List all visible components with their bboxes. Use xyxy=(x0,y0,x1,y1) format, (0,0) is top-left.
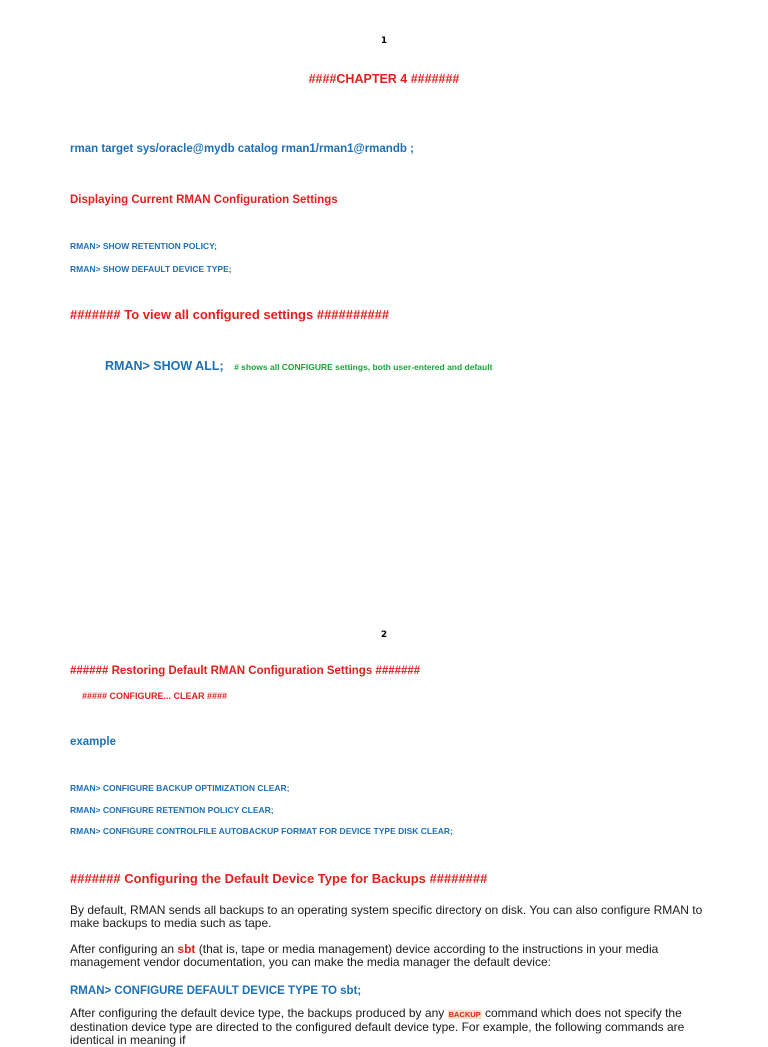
display-settings-heading: Displaying Current RMAN Configuration Settings xyxy=(70,194,338,206)
para2-after: (that is, tape or media management) device according to the instructions in your media management vendor documentation, you can make the media manager the default device: xyxy=(70,942,659,969)
configure-controlfile-command: RMAN> CONFIGURE CONTROLFILE AUTOBACKUP FORMAT FOR DEVICE TYPE DISK CLEAR; xyxy=(70,826,453,836)
example-label: example xyxy=(70,736,117,748)
show-device-command: RMAN> SHOW DEFAULT DEVICE TYPE; xyxy=(70,264,232,274)
view-all-heading: ####### To view all configured settings ########## xyxy=(70,307,390,322)
para2-before: After configuring an xyxy=(70,942,178,956)
connect-command: rman target sys/oracle@mydb catalog rman1/rman1@rmandb ; xyxy=(70,143,414,155)
device-type-heading: ####### Configuring the Default Device Type for Backups ######## xyxy=(70,871,488,886)
show-all-comment: # shows all CONFIGURE settings, both user-entered and default xyxy=(234,362,493,372)
configure-clear-label: ##### CONFIGURE... CLEAR #### xyxy=(82,691,228,701)
page-number-2: 2 xyxy=(380,630,388,640)
para3-after: command which does not specify the destination device type are directed to the configured default device type. For example, the following commands are identical in meaning if xyxy=(70,1006,685,1047)
configure-backup-optimization-command: RMAN> CONFIGURE BACKUP OPTIMIZATION CLEAR; xyxy=(70,783,290,793)
configure-default-device-command: RMAN> CONFIGURE DEFAULT DEVICE TYPE TO sbt; xyxy=(70,985,362,997)
backup-keyword-tag: BACKUP xyxy=(448,1010,481,1019)
show-retention-command: RMAN> SHOW RETENTION POLICY; xyxy=(70,241,217,251)
paragraph-after-configuring xyxy=(70,1007,730,1047)
page-number-1: 1 xyxy=(380,36,388,46)
show-all-command: RMAN> SHOW ALL; xyxy=(105,359,224,373)
paragraph-default-backups: By default, RMAN sends all backups to an operating system specific directory on disk. You can also configure RMAN to make backups to media such as tape. xyxy=(70,903,703,930)
restoring-heading: ###### Restoring Default RMAN Configuration Settings ####### xyxy=(70,665,421,677)
paragraph-sbt-device xyxy=(70,943,730,969)
sbt-term: sbt xyxy=(177,942,196,956)
para3-before: After configuring the default device type, the backups produced by any xyxy=(70,1006,448,1020)
show-all-line xyxy=(105,357,492,375)
configure-retention-command: RMAN> CONFIGURE RETENTION POLICY CLEAR; xyxy=(70,805,274,815)
chapter-title: ####CHAPTER 4 ####### xyxy=(308,72,460,86)
